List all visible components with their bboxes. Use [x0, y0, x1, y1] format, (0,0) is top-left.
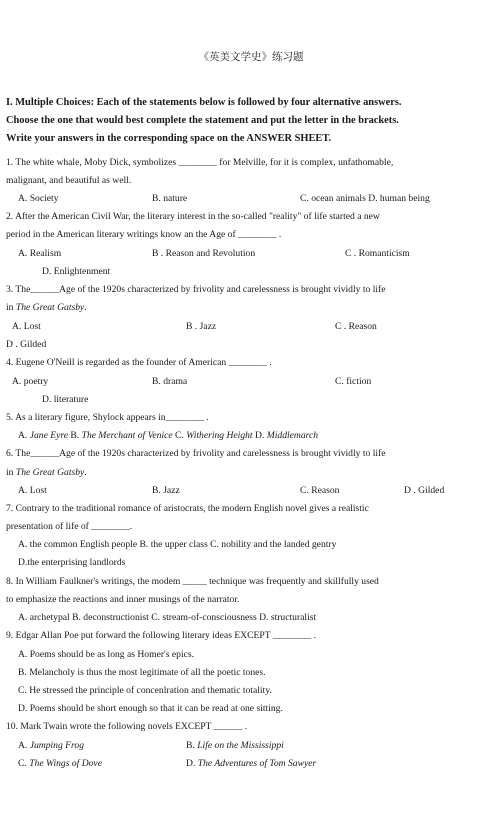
- instruction-line: Write your answers in the corresponding space on the ANSWER SHEET.: [6, 133, 332, 144]
- option-b: B . Jazz: [186, 321, 217, 332]
- question-stem: 5. As a literary figure, Shylock appears in________ .: [6, 412, 209, 423]
- option-a: A. poetry: [12, 376, 49, 387]
- stem-suffix: .: [84, 467, 87, 478]
- options-line: A. archetypal B. deconstructionist C. stream-of-consciousness D. structuralist: [18, 612, 317, 623]
- option-c: C . Romanticism: [345, 248, 410, 259]
- question-stem: period in the American literary writings know an the Age of ________ .: [6, 229, 282, 240]
- question-stem: 6. The______Age of the 1920s characterized by frivolity and carelessness is brought vividly to life: [6, 448, 386, 459]
- option-a: [18, 740, 84, 751]
- instruction-line: I. Multiple Choices: Each of the statements below is followed by four alternative answers.: [6, 97, 402, 108]
- option-title: The Adventures of Tom Sawyer: [197, 758, 317, 769]
- question-stem: presentation of life of ________.: [6, 521, 133, 532]
- option-c: C. Reason: [300, 485, 340, 496]
- stem-prefix: in: [6, 302, 16, 313]
- option-a: A. Lost: [12, 321, 41, 332]
- question-stem: 4. Eugene O'Neill is regarded as the founder of American ________ .: [6, 357, 272, 368]
- option-c: C . Reason: [335, 321, 377, 332]
- option-d: D. literature: [42, 394, 89, 405]
- option-a: Jane Eyre: [29, 430, 68, 441]
- book-title: The Great Gatsby: [15, 302, 85, 313]
- stem-suffix: .: [84, 302, 87, 313]
- option-d: D.the enterprising landlords: [18, 557, 126, 568]
- option-b: B. Melancholy is thus the most legitimate of all the poetic tones.: [18, 667, 266, 678]
- option-c: C. fiction: [335, 376, 372, 387]
- option-c: C. He stressed the principle of concenlration and thematic totality.: [18, 685, 272, 696]
- question-stem: 10. Mark Twain wrote the following novels EXCEPT ______ .: [6, 721, 248, 732]
- option-d: [186, 758, 316, 769]
- question-stem: 7. Contrary to the traditional romance of aristocrats, the modern English novel gives a realistic: [6, 503, 369, 514]
- option-a: A. Society: [18, 193, 59, 204]
- option-d: Middlemarch: [266, 430, 319, 441]
- option-label: D.: [186, 758, 198, 769]
- option-d: D. Poems should be short enough so that it can be read at one sitting.: [18, 703, 283, 714]
- option-b: B. Jazz: [152, 485, 180, 496]
- option-title: The Wings of Dove: [29, 758, 102, 769]
- option-label: B.: [186, 740, 198, 751]
- option-b: B . Reason and Revolution: [152, 248, 256, 259]
- stem-prefix: in: [6, 467, 16, 478]
- option-c: [18, 758, 102, 769]
- option-a: A. Poems should be as long as Homer's epics.: [18, 649, 194, 660]
- option-b: B. drama: [152, 376, 188, 387]
- question-stem: 8. In William Faulkner's writings, the modem _____ technique was frequently and skillfully used: [6, 576, 379, 587]
- question-stem: [6, 467, 484, 478]
- book-title: The Great Gatsby: [15, 467, 85, 478]
- option-label: C.: [172, 430, 187, 441]
- option-d: D . Gilded: [404, 485, 445, 496]
- question-stem: 3. The______Age of the 1920s characterized by frivolity and carelessness is brought vividly to life: [6, 284, 386, 295]
- question-stem: 2. After the American Civil War, the literary interest in the so-called "reality" of life started a new: [6, 211, 380, 222]
- question-stem: 9. Edgar Allan Poe put forward the following literary ideas EXCEPT ________ .: [6, 630, 316, 641]
- option-d: D . Gilded: [6, 339, 47, 350]
- option-label: A.: [18, 430, 30, 441]
- option-label: B.: [68, 430, 82, 441]
- option-title: Life on the Mississippi: [197, 740, 284, 751]
- question-stem: 1. The white whale, Moby Dick, symbolizes ________ for Melville, for it is complex, unfathomable,: [6, 157, 394, 168]
- option-label: A.: [18, 740, 30, 751]
- option-a: A. Lost: [18, 485, 47, 496]
- option-a: A. Realism: [18, 248, 62, 259]
- option-cd: C. ocean animals D. human being: [300, 193, 430, 204]
- option-c: Withering Height: [186, 430, 253, 441]
- option-b: [186, 740, 284, 751]
- option-label: C.: [18, 758, 30, 769]
- question-stem: [6, 302, 484, 313]
- option-b: B. nature: [152, 193, 188, 204]
- instruction-line: Choose the one that would best complete the statement and put the letter in the brackets.: [6, 115, 399, 126]
- question-stem: to emphasize the reactions and inner musings of the narrator.: [6, 594, 240, 605]
- option-d: D. Enlightenment: [42, 266, 111, 277]
- option-label: D.: [252, 430, 267, 441]
- option-b: The Merchant of Venice: [81, 430, 173, 441]
- options-line: A. the common English people B. the upper class C. nobility and the landed gentry: [18, 539, 337, 550]
- page-title: 《英美文学史》练习题: [198, 51, 304, 63]
- option-title: Jumping Frog: [29, 740, 85, 751]
- options-line: [18, 430, 318, 441]
- question-stem: malignant, and beautiful as well.: [6, 175, 132, 186]
